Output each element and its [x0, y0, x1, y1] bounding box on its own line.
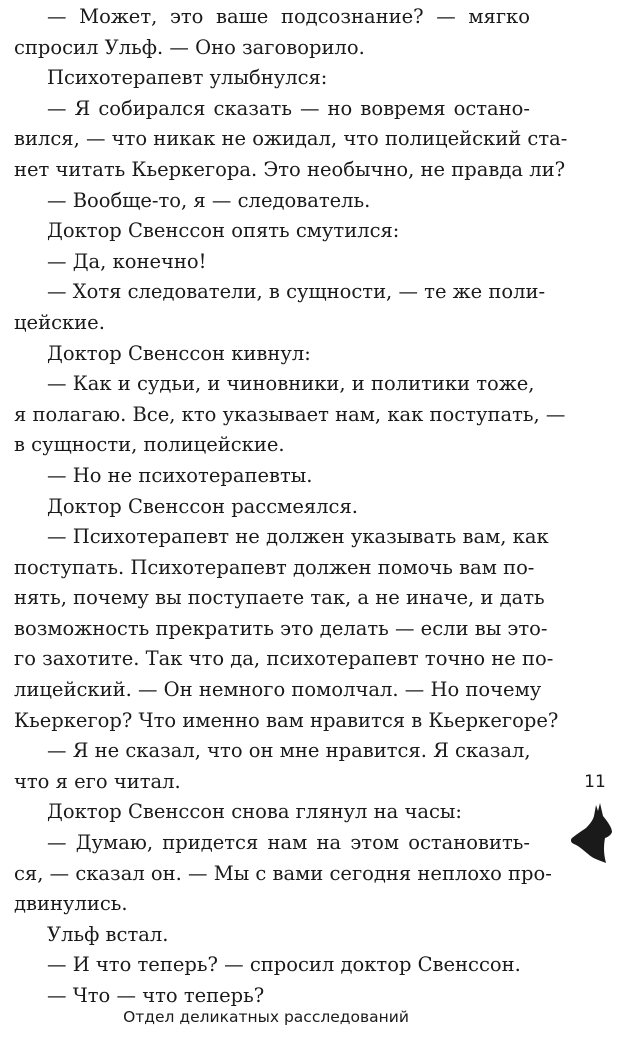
text-line: — Но не психотерапевты. — [47, 463, 313, 487]
text-line: Доктор Свенссон опять смутился: — [47, 219, 400, 243]
text-line: вился, — что никак не ожидал, что полицейский ста- — [14, 127, 568, 151]
text-line: поступать. Психотерапевт должен помочь вам по- — [14, 555, 535, 579]
text-line: — Как и судьи, и чиновники, и политики тоже, — [47, 372, 535, 396]
running-footer-title: Отдел деликатных расследований — [123, 1008, 409, 1026]
text-line: Кьеркегор? Что именно вам нравится в Кьеркегоре? — [14, 708, 559, 732]
text-line: цейские. — [14, 310, 105, 334]
text-line: ся, — сказал он. — Мы с вами сегодня неплохо про- — [14, 861, 552, 885]
text-line: двинулись. — [14, 892, 128, 916]
text-line: — Да, конечно! — [47, 249, 207, 273]
text-line: — Думаю, придется нам на этом остановить- — [47, 831, 530, 855]
text-line: Доктор Свенссон кивнул: — [47, 341, 311, 365]
text-line: Ульф встал. — [47, 922, 169, 946]
page-number: 11 — [584, 772, 606, 792]
text-line: нять, почему вы поступаете так, а не иначе, и дать — [14, 586, 545, 610]
text-line: — Я не сказал, что он мне нравится. Я сказал, — [47, 739, 531, 763]
fox-head-icon — [570, 802, 614, 864]
text-line: — Хотя следователи, в сущности, — те же поли- — [47, 280, 546, 304]
text-line: лицейский. — Он немного помолчал. — Но почему — [14, 678, 542, 702]
text-line: — Может, это ваше подсознание? — мягко — [47, 5, 530, 28]
text-line: Доктор Свенссон рассмеялся. — [47, 494, 358, 518]
text-line: — Психотерапевт не должен указывать вам, как — [47, 525, 549, 549]
text-line: — Вообще-то, я — следователь. — [47, 188, 371, 212]
text-line: возможность прекратить это делать — если вы это- — [14, 616, 548, 640]
text-line: Доктор Свенссон снова глянул на часы: — [47, 800, 462, 824]
text-line: — И что теперь? — спросил доктор Свенссон. — [47, 953, 521, 977]
text-line: Психотерапевт улыбнулся: — [47, 66, 328, 90]
text-line: нет читать Кьеркегора. Это необычно, не правда ли? — [14, 157, 566, 181]
text-line: го захотите. Так что да, психотерапевт точно не по- — [14, 647, 554, 671]
text-line: — Что — что теперь? — [47, 984, 265, 1007]
text-line: спросил Ульф. — Оно заговорило. — [14, 35, 365, 59]
text-line: в сущности, полицейские. — [14, 433, 285, 457]
text-line: что я его читал. — [14, 769, 181, 793]
text-line: — Я собирался сказать — но вовремя остано- — [47, 96, 530, 120]
body-text — [14, 2, 568, 1012]
text-line: я полагаю. Все, кто указывает нам, как поступать, — — [14, 402, 566, 426]
